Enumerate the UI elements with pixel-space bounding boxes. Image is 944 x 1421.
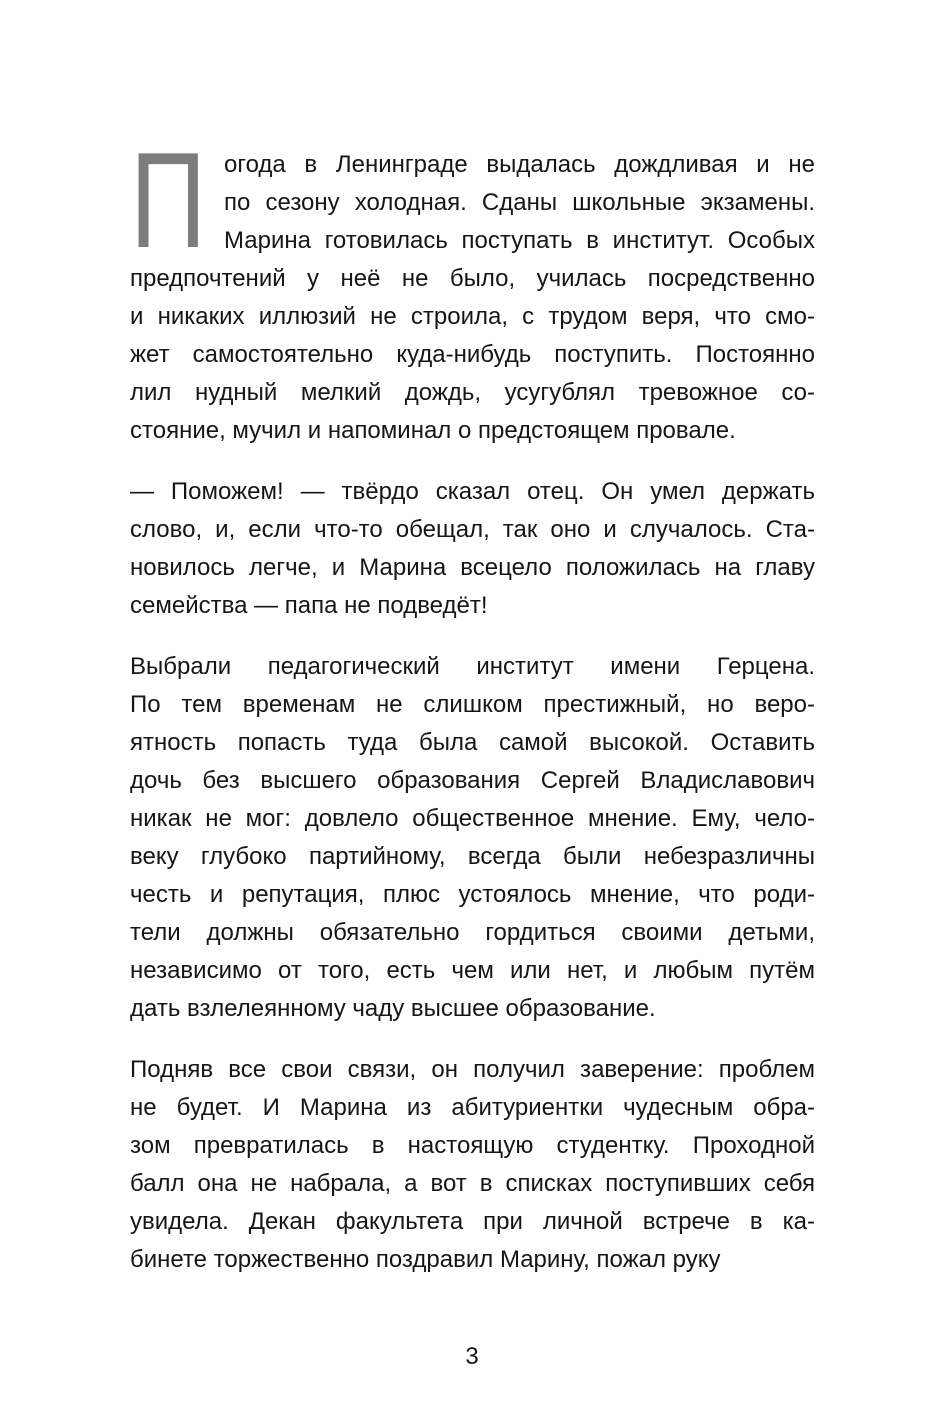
paragraph <box>130 124 815 450</box>
text-line: дать взлелеянному чаду высшее образование. <box>130 995 656 1022</box>
text-line: увидела. Декан факультета при личной встрече в ка- <box>130 1208 815 1235</box>
text-line: веку глубоко партийному, всегда были небезразличны <box>130 843 815 870</box>
text-line: никак не мог: довлело общественное мнение. Ему, чело- <box>130 805 815 832</box>
text-line: и никаких иллюзий не строила, с трудом веря, что смо- <box>130 303 815 330</box>
text-line: честь и репутация, плюс устоялось мнение, что роди- <box>130 881 815 908</box>
text-line: зом превратилась в настоящую студентку. Проходной <box>130 1132 815 1159</box>
paragraph <box>130 473 815 625</box>
drop-cap-letter <box>130 124 212 276</box>
text-block <box>130 124 815 1302</box>
text-line: ятность попасть туда была самой высокой. Оставить <box>130 729 815 756</box>
text-line: тели должны обязательно гордиться своими детьми, <box>130 919 815 946</box>
text-line: По тем временам не слишком престижный, но веро- <box>130 691 815 718</box>
text-line: дочь без высшего образования Сергей Владиславович <box>130 767 815 794</box>
drop-cap-glyph: П <box>130 124 207 276</box>
text-line: семейства — папа не подведёт! <box>130 592 488 619</box>
text-line: независимо от того, есть чем или нет, и любым путём <box>130 957 815 984</box>
text-line: — Поможем! — твёрдо сказал отец. Он умел держать <box>130 478 815 505</box>
text-line: огода в Ленинграде выдалась дождливая и не <box>224 151 815 178</box>
text-line: жет самостоятельно куда-нибудь поступить. Постоянно <box>130 341 815 368</box>
text-line: лил нудный мелкий дождь, усугублял тревожное со- <box>130 379 815 406</box>
text-line: стояние, мучил и напоминал о предстоящем провале. <box>130 417 736 444</box>
text-line: новилось легче, и Марина всецело положилась на главу <box>130 554 815 581</box>
text-line: бинете торжественно поздравил Марину, пожал руку <box>130 1246 721 1273</box>
text-line: Марина готовилась поступать в институт. Особых <box>224 227 815 254</box>
page-number: 3 <box>465 1343 479 1370</box>
paragraph <box>130 648 815 1028</box>
text-line: не будет. И Марина из абитуриентки чудесным обра- <box>130 1094 815 1121</box>
text-line: по сезону холодная. Сданы школьные экзамены. <box>224 189 815 216</box>
text-line: Подняв все свои связи, он получил заверение: проблем <box>130 1056 815 1083</box>
text-line: Выбрали педагогический институт имени Герцена. <box>130 653 815 680</box>
text-line: балл она не набрала, а вот в списках поступивших себя <box>130 1170 815 1197</box>
text-line: предпочтений у неё не было, училась посредственно <box>130 265 815 292</box>
paragraph <box>130 1051 815 1279</box>
text-line: слово, и, если что-то обещал, так оно и случалось. Ста- <box>130 516 815 543</box>
